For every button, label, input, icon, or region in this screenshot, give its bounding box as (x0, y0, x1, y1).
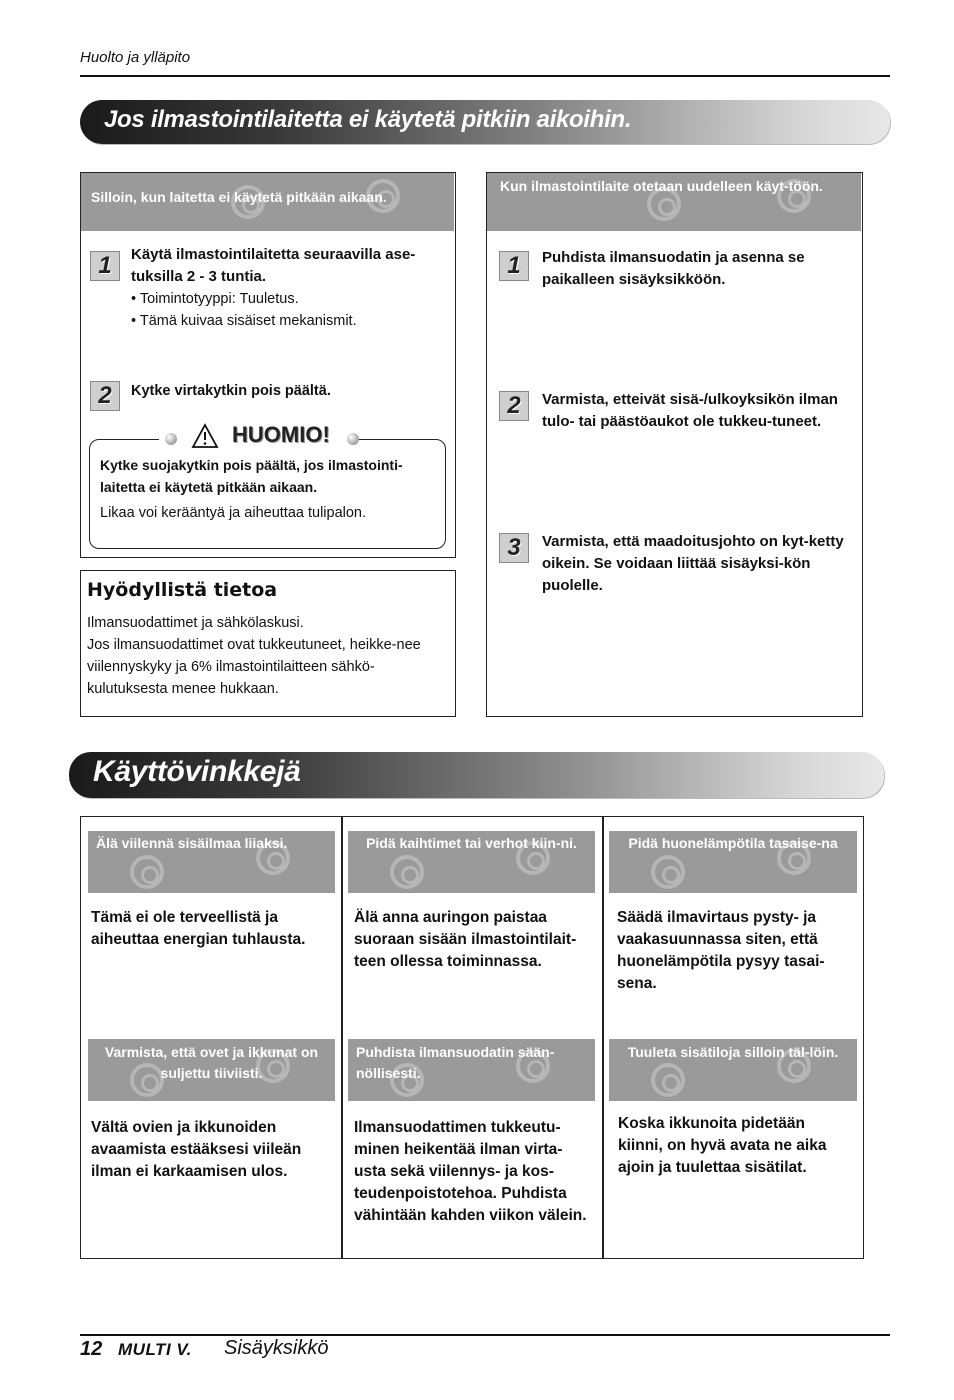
info-line: Ilmansuodattimet ja sähkölaskusi. (87, 615, 304, 631)
tip-text: Tämä ei ole terveellistä ja aiheuttaa energian tuhlausta. (91, 909, 306, 948)
tip-text: Älä anna auringon paistaa suoraan sisään ilmastointilait-teen ollessa toiminnassa. (354, 909, 577, 970)
storage-box-title: Silloin, kun laitetta ei käytetä pitkään aikaan. (91, 189, 387, 205)
tip-text: Vältä ovien ja ikkunoiden avaamista estääksesi viileän ilman ei karkaamisen ulos. (91, 1119, 302, 1180)
tip-header-text: Varmista, että ovet ja ikkunat on suljettu tiiviisti. (104, 1044, 319, 1081)
tip-text: Ilmansuodattimen tukkeutu-minen heikentää ilman virta-usta sekä viilennys- ja kos-teudenpoistotehoa. Puhdista vähintään kahden viikon välein. (354, 1119, 587, 1224)
tip-header-text: Tuuleta sisätiloja silloin täl-löin. (627, 1044, 839, 1060)
step-number-2: 2 (90, 381, 120, 411)
step-1-bullet: • Toimintotyyppi: Tuuletus. (131, 291, 299, 307)
restart-box (486, 172, 863, 717)
page-number: 12 (80, 1338, 103, 1360)
caution-title (159, 421, 359, 451)
caution-text: Likaa voi kerääntyä ja aiheuttaa tulipalon. (100, 505, 367, 521)
tip-header (88, 831, 335, 893)
banner-title: Jos ilmastointilaitetta ei käytetä pitkiin aikoihin. (104, 106, 632, 133)
swirl-pattern (390, 855, 424, 889)
swirl-pattern (130, 855, 164, 889)
storage-box-header (81, 173, 454, 231)
tip-header-text: Älä viilennä sisäilmaa liiaksi. (96, 835, 288, 851)
step-number-3: 3 (499, 533, 529, 563)
step-number-1: 1 (499, 251, 529, 281)
column-divider (341, 817, 343, 1258)
tips-banner-title: Käyttövinkkejä (93, 755, 301, 788)
tips-banner (69, 752, 884, 798)
tip-header-text: Pidä kaihtimet tai verhot kiin-ni. (366, 835, 577, 851)
header-rule (80, 75, 890, 77)
decor-dot (347, 433, 359, 445)
tip-header (609, 1039, 857, 1101)
swirl-pattern (651, 1063, 685, 1097)
column-divider (602, 817, 604, 1258)
caution-bold-text: Kytke suojakytkin pois päältä, jos ilmastointi-laitetta ei käytetä pitkään aikaan. (100, 457, 403, 495)
restart-box-header (487, 173, 861, 231)
step-1-text: Käytä ilmastointilaitetta seuraavilla ase-tuksilla 2 - 3 tuntia. (131, 246, 416, 285)
tip-header-text: Puhdista ilmansuodatin sään-nöllisesti. (356, 1044, 555, 1081)
caution-box (89, 439, 446, 549)
info-title: Hyödyllistä tietoa (87, 579, 278, 601)
caution-label: HUOMIO! (232, 422, 330, 447)
storage-box (80, 172, 456, 558)
tip-header (88, 1039, 335, 1101)
tip-header (348, 1039, 595, 1101)
info-paragraph: Jos ilmansuodattimet ovat tukkeutuneet, heikke-nee viilennyskyky ja 6% ilmastointilaitteen sähkö-kulutuksesta menee hukkaan. (87, 637, 421, 697)
step-1-text: Puhdista ilmansuodatin ja asenna se paikalleen sisäyksikköön. (542, 249, 805, 288)
step-number-2: 2 (499, 391, 529, 421)
section-header: Huolto ja ylläpito (80, 49, 191, 66)
footer-rule (80, 1334, 890, 1336)
footer-text: Sisäyksikkö (224, 1337, 329, 1359)
step-3-text: Varmista, että maadoitusjohto on kyt-ketty oikein. Se voidaan liittää sisäyksi-kön puolelle. (542, 533, 844, 594)
swirl-pattern (130, 1063, 164, 1097)
tip-header (609, 831, 857, 893)
section-banner (80, 100, 890, 144)
info-box (80, 570, 456, 717)
step-2-text: Varmista, etteivät sisä-/ulkoyksikön ilman tulo- tai päästöaukot ole tukkeu-tuneet. (542, 391, 838, 430)
tip-header-text: Pidä huonelämpötila tasaise-na (628, 835, 838, 851)
tip-text: Koska ikkunoita pidetään kiinni, on hyvä avata ne aika ajoin ja tuulettaa sisätilat. (618, 1115, 827, 1176)
warning-icon (191, 423, 219, 449)
tip-header (348, 831, 595, 893)
swirl-pattern (651, 855, 685, 889)
restart-box-title: Kun ilmastointilaite otetaan uudelleen käyt-töön. (500, 178, 823, 194)
step-number-1: 1 (90, 251, 120, 281)
brand-logo: MULTI V. (118, 1340, 192, 1359)
step-1-bullet: • Tämä kuivaa sisäiset mekanismit. (131, 313, 357, 329)
tip-text: Säädä ilmavirtaus pysty- ja vaakasuunnassa siten, että huonelämpötila pysyy tasai-sena. (617, 909, 825, 992)
step-2-text: Kytke virtakytkin pois päältä. (131, 383, 331, 399)
tips-grid (80, 816, 864, 1259)
decor-dot (165, 433, 177, 445)
